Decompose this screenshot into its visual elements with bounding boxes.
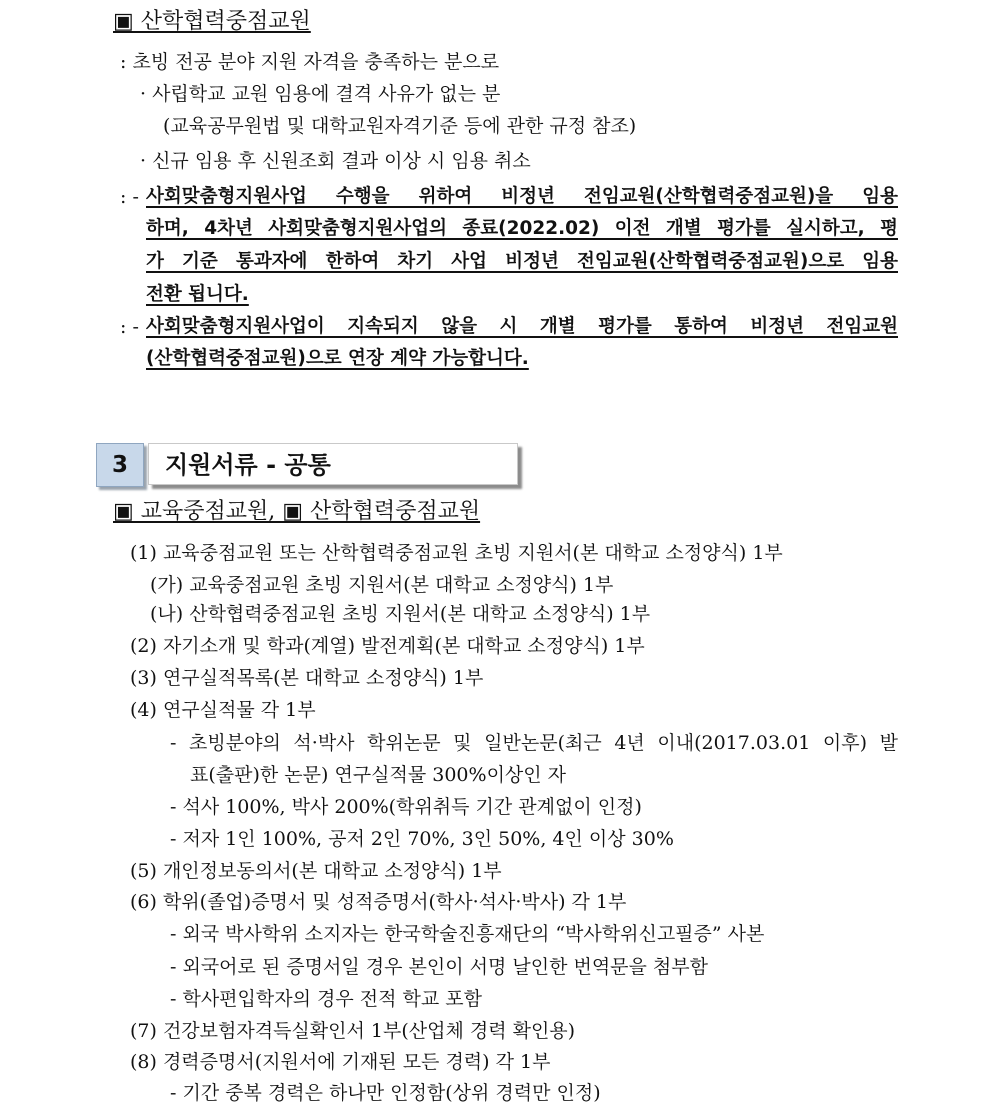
document-item: (7) 건강보험자격득실확인서 1부(산업체 경력 확인용)	[130, 1020, 576, 1042]
note-1-line: 사회맞춤형지원사업 수행을 위하여 비정년 전임교원(산학협력중점교원)을 임용	[146, 186, 898, 207]
document-detail: - 외국 박사학위 소지자는 한국학술진흥재단의 “박사학위신고필증” 사본	[170, 923, 765, 945]
note-1-line: 가 기준 통과자에 한하여 차기 사업 비정년 전임교원(산학협력중점교원)으로 임용	[146, 251, 898, 272]
document-detail: - 초빙분야의 석·박사 학위논문 및 일반논문(최근 4년 이내(2017.03.01 이후) 발	[170, 732, 898, 754]
eligibility-bullet-1-note: (교육공무원법 및 대학교원자격기준 등에 관한 규정 참조)	[163, 115, 637, 137]
note-2-marker: : -	[120, 316, 139, 338]
note-2-line: 사회맞춤형지원사업이 지속되지 않을 시 개별 평가를 통하여 비정년 전임교원	[146, 316, 898, 337]
section-heading-industry-faculty: ▣ 산학협력중점교원	[113, 9, 311, 34]
document-item: (8) 경력증명서(지원서에 기재된 모든 경력) 각 1부	[130, 1051, 551, 1073]
document-item: (5) 개인정보동의서(본 대학교 소정양식) 1부	[130, 860, 502, 882]
note-1-line: 하며, 4차년 사회맞춤형지원사업의 종료(2022.02) 이전 개별 평가를 실시하고, 평	[146, 218, 898, 239]
eligibility-bullet-1: · 사립학교 교원 임용에 결격 사유가 없는 분	[140, 83, 501, 105]
document-detail: - 저자 1인 100%, 공저 2인 70%, 3인 50%, 4인 이상 30%	[170, 828, 674, 850]
section-title-box: 지원서류 - 공통	[148, 443, 518, 485]
document-item: (4) 연구실적물 각 1부	[130, 699, 316, 721]
section-number-badge: 3	[96, 443, 144, 487]
document-detail: 표(출판)한 논문) 연구실적물 300%이상인 자	[190, 764, 567, 786]
document-item: (3) 연구실적목록(본 대학교 소정양식) 1부	[130, 667, 484, 689]
document-detail: - 외국어로 된 증명서일 경우 본인이 서명 날인한 번역문을 첨부함	[170, 956, 708, 978]
document-item: (6) 학위(졸업)증명서 및 성적증명서(학사·석사·박사) 각 1부	[130, 891, 627, 913]
note-1-marker: : -	[120, 186, 139, 208]
document-item: (2) 자기소개 및 학과(계열) 발전계획(본 대학교 소정양식) 1부	[130, 635, 645, 657]
document-detail: - 학사편입학자의 경우 전적 학교 포함	[170, 988, 482, 1010]
note-2-line: (산학협력중점교원)으로 연장 계약 가능합니다.	[146, 348, 529, 369]
eligibility-intro: : 초빙 전공 분야 지원 자격을 충족하는 분으로	[120, 51, 500, 73]
document-subitem: (나) 산학협력중점교원 초빙 지원서(본 대학교 소정양식) 1부	[150, 603, 651, 625]
note-1-line: 전환 됩니다.	[146, 284, 249, 305]
document-detail: - 석사 100%, 박사 200%(학위취득 기간 관계없이 인정)	[170, 796, 642, 818]
eligibility-bullet-2: · 신규 임용 후 신원조회 결과 이상 시 임용 취소	[140, 150, 531, 172]
section-subheading-faculty-types: ▣ 교육중점교원, ▣ 산학협력중점교원	[113, 499, 481, 524]
document-subitem: (가) 교육중점교원 초빙 지원서(본 대학교 소정양식) 1부	[150, 574, 614, 596]
document-item: (1) 교육중점교원 또는 산학협력중점교원 초빙 지원서(본 대학교 소정양식) 1부	[130, 542, 783, 564]
document-detail: - 기간 중복 경력은 하나만 인정함(상위 경력만 인정)	[170, 1082, 601, 1104]
